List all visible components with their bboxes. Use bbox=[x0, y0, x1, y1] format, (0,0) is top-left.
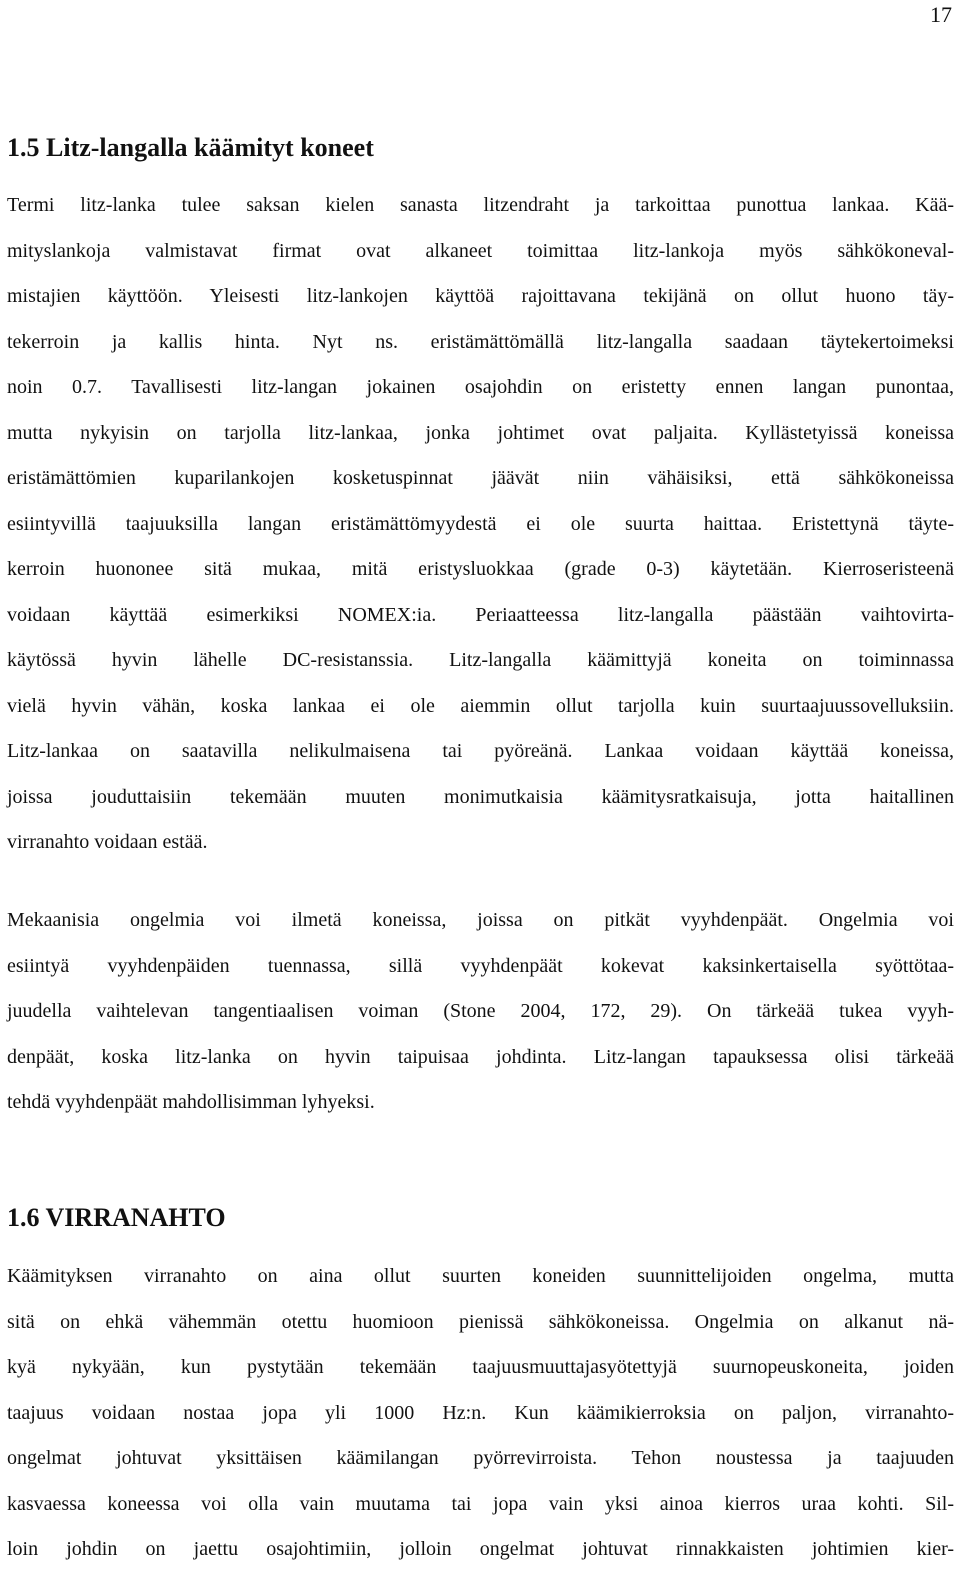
page-number: 17 bbox=[930, 2, 952, 27]
paragraph-litz-wire bbox=[7, 183, 954, 866]
text-line: vielä hyvin vähän, koska lankaa ei ole aiemmin ollut tarjolla kuin suurtaajuussovelluksiin. bbox=[7, 694, 954, 717]
text-line: mistajien käyttöön. Yleisesti litz-lankojen käyttöä rajoittavana tekijänä on ollut huono täy- bbox=[7, 285, 954, 307]
text-line: kasvaessa koneessa voi olla vain muutama tai jopa vain yksi ainoa kierros uraa kohti. Sil- bbox=[7, 1492, 954, 1515]
text-line: loin johdin on jaettu osajohtimiin, jolloin ongelmat johtuvat rinnakkaisten johtimien kier- bbox=[7, 1538, 954, 1560]
text-line: esiintyä vyyhdenpäiden tuennassa, sillä vyyhdenpäät kokevat kaksinkertaisella syöttötaa- bbox=[7, 954, 954, 977]
text-line: noin 0.7. Tavallisesti litz-langan jokainen osajohdin on eristetty ennen langan punontaa, bbox=[7, 376, 954, 398]
text-line: tehdä vyyhdenpäät mahdollisimman lyhyeksi. bbox=[7, 1091, 375, 1113]
text-line: käytössä hyvin lähelle DC-resistanssia. Litz-langalla käämittyjä koneita on toiminnassa bbox=[7, 649, 954, 671]
text-line: sitä on ehkä vähemmän otettu huomioon pienissä sähkökoneissa. Ongelmia on alkanut nä- bbox=[7, 1310, 954, 1333]
section-heading-1-5: 1.5 Litz-langalla käämityt koneet bbox=[7, 133, 374, 162]
text-line: tekerroin ja kallis hinta. Nyt ns. eristämättömällä litz-langalla saadaan täytekertoimeksi bbox=[7, 330, 954, 353]
text-line: kerroin huononee sitä mukaa, mitä eristysluokkaa (grade 0-3) käytetään. Kierroseristeenä bbox=[7, 558, 954, 580]
text-line: joissa jouduttaisiin tekemään muuten monimutkaisia käämitysratkaisuja, jotta haitallinen bbox=[7, 785, 954, 808]
text-line: virranahto voidaan estää. bbox=[7, 831, 208, 853]
section-heading-1-6: 1.6 VIRRANAHTO bbox=[7, 1203, 226, 1232]
text-line: eristämättömien kuparilankojen kosketuspinnat jäävät niin vähäisiksi, että sähkökoneissa bbox=[7, 467, 954, 489]
paragraph-mechanical-problems bbox=[7, 898, 954, 1126]
text-line: Käämityksen virranahto on aina ollut suurten koneiden suunnittelijoiden ongelma, mutta bbox=[7, 1265, 954, 1287]
text-line: taajuus voidaan nostaa jopa yli 1000 Hz:n. Kun käämikierroksia on paljon, virranahto- bbox=[7, 1401, 954, 1424]
text-line: denpäät, koska litz-lanka on hyvin taipuisaa johdinta. Litz-langan tapauksessa olisi tärkeää bbox=[7, 1045, 954, 1068]
text-line: Termi litz-lanka tulee saksan kielen sanasta litzendraht ja tarkoittaa punottua lankaa. Kää- bbox=[7, 194, 954, 216]
text-line: Mekaanisia ongelmia voi ilmetä koneissa, joissa on pitkät vyyhdenpäät. Ongelmia voi bbox=[7, 909, 954, 931]
text-line: esiintyvillä taajuuksilla langan eristämättömyydestä ei ole suurta haittaa. Eristettynä täyte- bbox=[7, 512, 954, 535]
text-line: voidaan käyttää esimerkiksi NOMEX:ia. Periaatteessa litz-langalla päästään vaihtovirta- bbox=[7, 603, 954, 626]
text-line: mityslankoja valmistavat firmat ovat alkaneet toimittaa litz-lankoja myös sähkökoneval- bbox=[7, 239, 954, 262]
text-line: kyä nykyään, kun pystytään tekemään taajuusmuuttajasyötettyjä suurnopeuskoneita, joiden bbox=[7, 1356, 954, 1378]
text-line: Litz-lankaa on saatavilla nelikulmaisena tai pyöreänä. Lankaa voidaan käyttää koneissa, bbox=[7, 740, 954, 762]
text-line: mutta nykyisin on tarjolla litz-lankaa, jonka johtimet ovat paljaita. Kyllästetyissä koneissa bbox=[7, 421, 954, 444]
paragraph-current-displacement bbox=[7, 1254, 954, 1573]
text-line: juudella vaihtelevan tangentiaalisen voiman (Stone 2004, 172, 29). On tärkeää tukea vyyh- bbox=[7, 1000, 954, 1022]
text-line: ongelmat johtuvat yksittäisen käämilangan pyörrevirroista. Tehon noustessa ja taajuuden bbox=[7, 1447, 954, 1469]
